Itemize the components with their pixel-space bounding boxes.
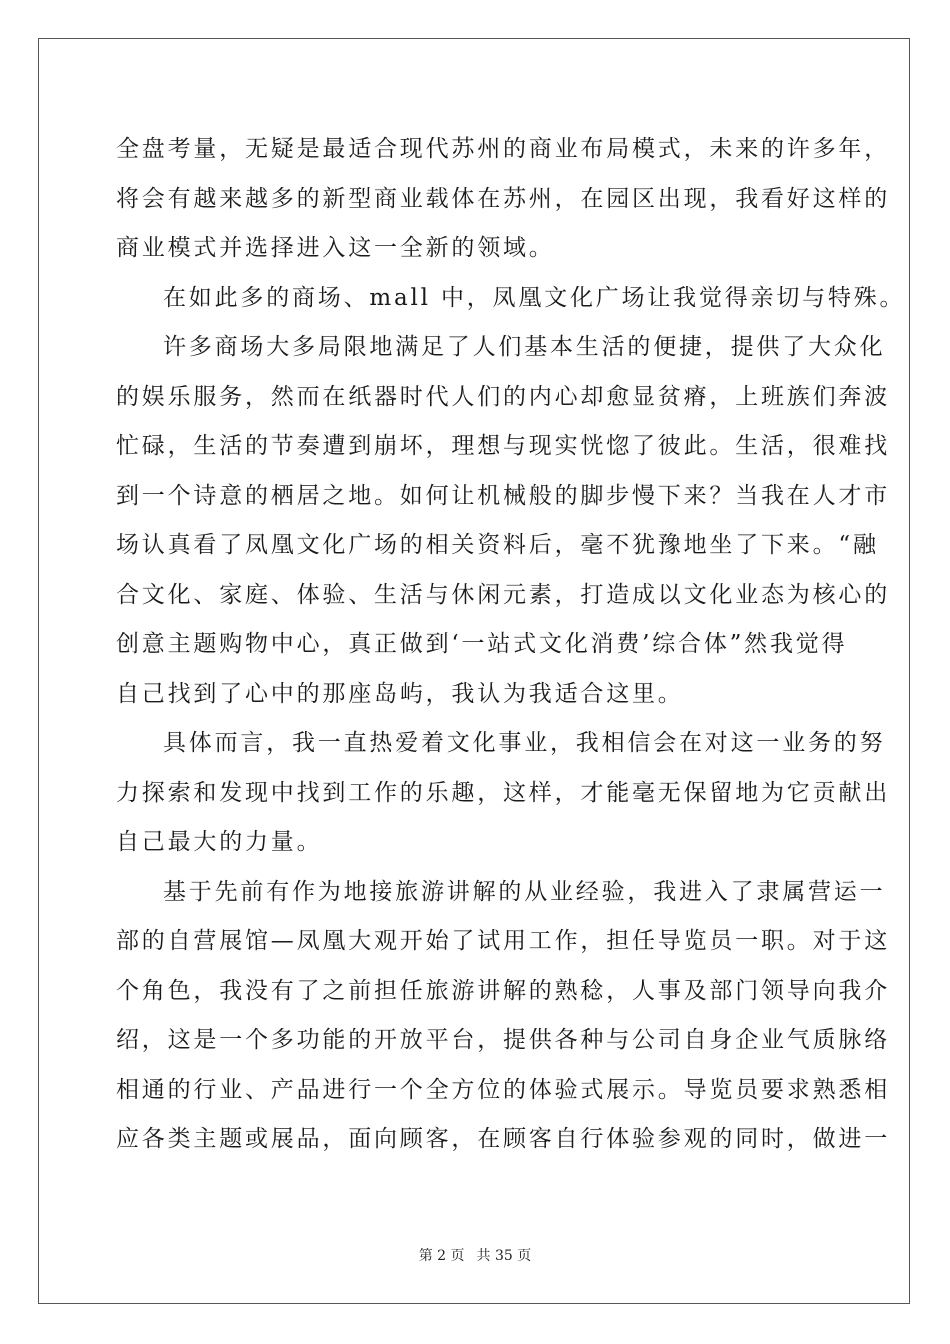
text-line: 的娱乐服务，然而在纸器时代人们的内心却愈显贫瘠，上班族们奔波 bbox=[116, 383, 890, 410]
text-line: 相通的行业、产品进行一个全方位的体验式展示。导览员要求熟悉相 bbox=[116, 1076, 890, 1103]
text-line: 自己找到了心中的那座岛屿，我认为我适合这里。 bbox=[116, 680, 684, 707]
text-line: 合文化、家庭、体验、生活与休闲元素，打造成以文化业态为核心的 bbox=[116, 581, 890, 608]
text-line: 个角色，我没有了之前担任旅游讲解的熟稔，人事及部门领导向我介 bbox=[116, 977, 890, 1004]
document-body bbox=[116, 125, 906, 1165]
text-line: 场认真看了凤凰文化广场的相关资料后，毫不犹豫地坐了下来。“融 bbox=[116, 532, 879, 558]
paragraph-start-line: 在如此多的商场、mall 中，凤凰文化广场让我觉得亲切与特殊。 bbox=[163, 284, 906, 311]
text-line: 全盘考量，无疑是最适合现代苏州的商业布局模式，未来的许多年， bbox=[116, 136, 890, 162]
page-total: 共 35 页 bbox=[476, 1248, 532, 1264]
text-line: 部的自营展馆—凤凰大观开始了试用工作，担任导览员一职。对于这 bbox=[116, 928, 890, 954]
page-footer bbox=[0, 1246, 950, 1266]
text-line: 自己最大的力量。 bbox=[116, 829, 323, 855]
text-line: 商业模式并选择进入这一全新的领域。 bbox=[116, 235, 555, 261]
page-number: 第 2 页 bbox=[418, 1248, 465, 1264]
text-line: 将会有越来越多的新型商业载体在苏州，在园区出现，我看好这样的 bbox=[116, 185, 890, 212]
text-line: 创意主题购物中心，真正做到‘一站式文化消费’综合体”然我觉得 bbox=[116, 631, 848, 657]
text-line: 到一个诗意的栖居之地。如何让机械般的脚步慢下来？当我在人才市 bbox=[116, 482, 890, 509]
paragraph-start-line: 许多商场大多局限地满足了人们基本生活的便捷，提供了大众化 bbox=[163, 334, 886, 360]
text-line: 忙碌，生活的节奏遭到崩坏，理想与现实恍惚了彼此。生活，很难找 bbox=[116, 433, 890, 459]
text-line: 绍，这是一个多功能的开放平台，提供各种与公司自身企业气质脉络 bbox=[116, 1027, 890, 1053]
text-line: 应各类主题或展品，面向顾客，在顾客自行体验参观的同时，做进一 bbox=[116, 1126, 890, 1152]
paragraph-start-line: 基于先前有作为地接旅游讲解的从业经验，我进入了隶属营运一 bbox=[163, 878, 886, 905]
text-line: 力探索和发现中找到工作的乐趣，这样，才能毫无保留地为它贡献出 bbox=[116, 779, 890, 806]
paragraph-start-line: 具体而言，我一直热爱着文化事业，我相信会在对这一业务的努 bbox=[163, 730, 886, 756]
